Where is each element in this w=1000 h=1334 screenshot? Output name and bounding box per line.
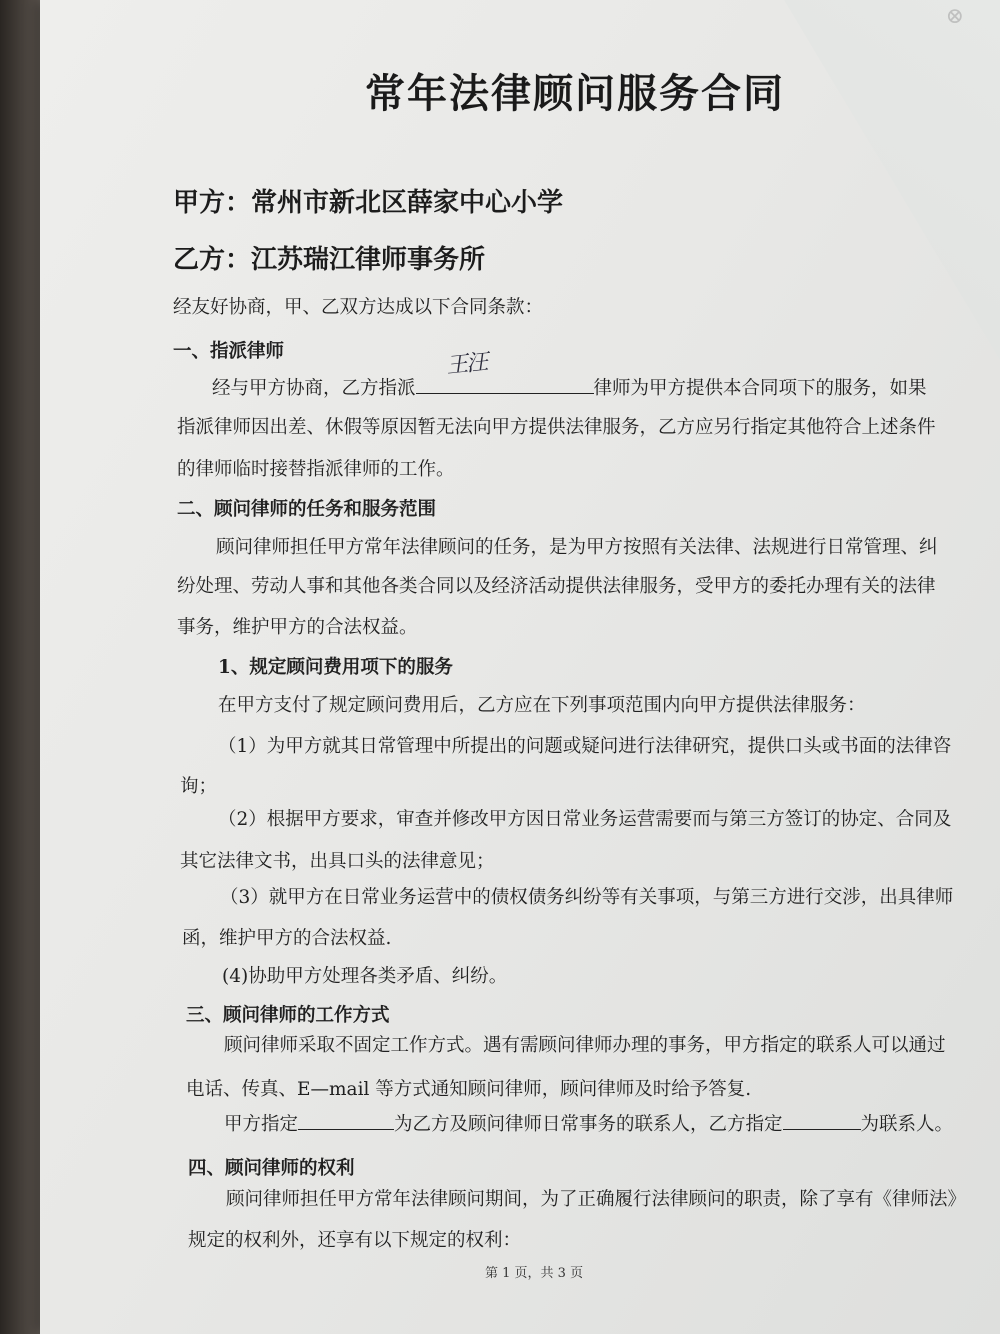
- item-1-line-1: （1）为甲方就其日常管理中所提出的问题或疑问进行法律研究，提供口头或书面的法律咨: [218, 736, 952, 757]
- lawyer-name-blank: [416, 349, 594, 394]
- folded-underlying-sheet: [640, 0, 1000, 360]
- lawyer-signature: 王汪: [444, 349, 487, 380]
- item-3-line-1: （3）就甲方在日常业务运营中的债权债务纠纷等有关事项，与第三方进行交涉，出具律师: [220, 887, 954, 908]
- section-2-heading: 二、顾问律师的任务和服务范围: [177, 499, 437, 520]
- item-2-line-2: 其它法律文书，出具口头的法律意见；: [180, 851, 495, 872]
- item-3-line-2: 函，维护甲方的合法权益.: [182, 928, 392, 949]
- s1-pre-text: 经与甲方协商，乙方指派: [212, 378, 416, 399]
- subsection-1-heading: 1、规定顾问费用项下的服务: [218, 657, 453, 678]
- s3-designate-text: 甲方指定: [224, 1114, 299, 1135]
- contract-page: [40, 0, 1000, 1334]
- section-4-line-2: 规定的权利外，还享有以下规定的权利：: [188, 1230, 522, 1251]
- s3-mid-text: 为乙方及顾问律师日常事务的联系人，乙方指定: [394, 1114, 783, 1135]
- section-1-heading: 一、指派律师: [173, 341, 285, 362]
- section-2-line-2: 纷处理、劳动人事和其他各类合同以及经济活动提供法律服务，受甲方的委托办理有关的法律: [177, 576, 936, 597]
- section-2-line-3: 事务，维护甲方的合法权益。: [177, 617, 418, 638]
- item-1-line-2: 询；: [180, 776, 218, 797]
- party-b: 乙方：江苏瑞江律师事务所: [173, 245, 486, 275]
- subsection-1-text: 在甲方支付了规定顾问费用后，乙方应在下列事项范围内向甲方提供法律服务：: [218, 695, 866, 716]
- section-3-heading: 三、顾问律师的工作方式: [186, 1005, 390, 1026]
- page-footer: 第 1 页，共 3 页: [485, 1266, 584, 1281]
- section-1-line-2: 指派律师因出差、休假等原因暂无法向甲方提供法律服务，乙方应另行指定其他符合上述条件: [177, 417, 936, 438]
- party-a-contact-blank: [298, 1111, 394, 1130]
- s1-post-text: 律师为甲方提供本合同项下的服务，如果: [593, 378, 927, 399]
- party-b-contact-blank: [783, 1111, 861, 1130]
- section-1-line-1: [212, 349, 927, 400]
- section-3-line-1: 顾问律师采取不固定工作方式。遇有需顾问律师办理的事务，甲方指定的联系人可以通过: [224, 1035, 946, 1056]
- section-3-line-3: [224, 1110, 953, 1136]
- section-1-line-3: 的律师临时接替指派律师的工作。: [177, 459, 455, 480]
- section-3-line-2: 电话、传真、E—mail 等方式通知顾问律师，顾问律师及时给予答复.: [186, 1079, 752, 1100]
- section-4-line-1: 顾问律师担任甲方常年法律顾问期间，为了正确履行法律顾问的职责，除了享有《律师法》: [226, 1189, 967, 1210]
- item-2-line-1: （2）根据甲方要求，审查并修改甲方因日常业务运营需要而与第三方签订的协定、合同及: [218, 809, 952, 830]
- party-a: 甲方：常州市新北区薛家中心小学: [173, 188, 564, 218]
- section-4-heading: 四、顾问律师的权利: [188, 1158, 355, 1179]
- intro-text: 经友好协商，甲、乙双方达成以下合同条款：: [173, 297, 544, 318]
- s3-post-text: 为联系人。: [860, 1114, 954, 1135]
- item-4: (4)协助甲方处理各类矛盾、纠纷。: [222, 966, 508, 987]
- section-2-line-1: 顾问律师担任甲方常年法律顾问的任务，是为甲方按照有关法律、法规进行日常管理、纠: [216, 537, 938, 558]
- underlying-sheet-mark: ⊗: [945, 4, 970, 29]
- document-title: 常年法律顾问服务合同: [365, 70, 785, 117]
